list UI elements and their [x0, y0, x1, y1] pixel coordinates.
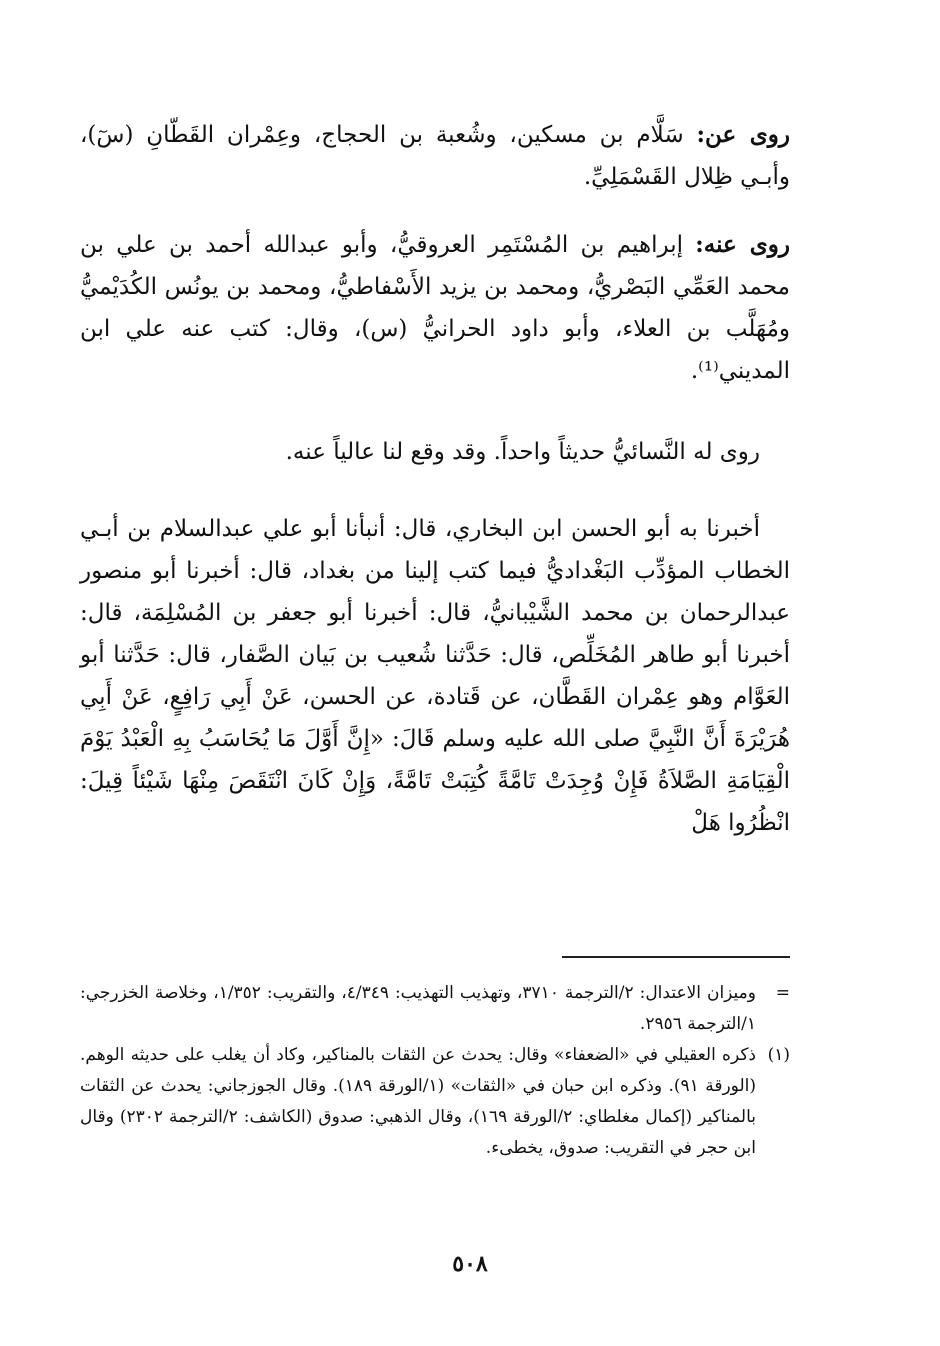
hadith-paragraph: أخبرنا به أبو الحسن ابن البخاري، قال: أنبأنا أبو علي عبدالسلام بن أبـي الخطاب المؤدِّب البَغْداديُّ فيما كتب إلينا من بغداد، قال: أخبرنا أبو منصور عبدالرحمان بن محمد الشَّيْبانيُّ، قال: أخبرنا أبو جعفر بن المُسْلِمَة، قال: أخبرنا أبو طاهر المُخَلِّص، قال: حَدَّثنا شُعيب بن بَيان الصَّفار، قال: حَدَّثنا أبو العَوَّام وهو عِمْران القَطَّان، عن قَتادة، عن الحسن، عَنْ أَبِي رَافِعٍ، عَنْ أَبِي هُرَيْرَةَ أَنَّ النَّبِيَّ صلى الله عليه وسلم قَالَ: «إِنَّ أَوَّلَ مَا يُحَاسَبُ بِهِ الْعَبْدُ يَوْمَ الْقِيَامَةِ الصَّلاَةُ فَإِنْ وُجِدَتْ تَامَّةً كُتِبَتْ تَامَّةً، وَإِنْ كَانَ انْتَقَصَ مِنْهَا شَيْئاً قِيلَ: انْظُرُوا هَلْ — [80, 516, 790, 836]
narrated-from-heading: روى عن: — [696, 121, 790, 148]
footnote-separator — [562, 956, 790, 958]
footnote-1-text: ذكره العقيلي في «الضعفاء» وقال: يحدث عن الثقات بالمناكير، وكاد أن يغلب على حديثه الوهم. (الورقة ٩١). وذكره ابن حبان في «الثقات» (١/الورقة ١٨٩). وقال الجوزجاني: يحدث عن الثقات بالمناكير (إكمال مغلطاي: ٢/الورقة ١٦٩)، وقال الذهبي: صدوق (الكاشف: ٢/الترجمة ٢٣٠٢) وقال ابن حجر في التقريب: صدوق، يخطىء. — [80, 1045, 757, 1158]
footnote-continuation — [80, 978, 790, 1040]
narrated-by-heading: روى عنه: — [695, 231, 790, 258]
narrated-by-text: إبراهيم بن المُسْتَمِر العروقيُّ، وأبو عبدالله أحمد بن علي بن محمد العَمِّي البَصْريُّ، ومحمد بن يزيد الأَسْفاطيُّ، ومحمد بن يونُس الكُدَيْميُّ ومُهَلَّب بن العلاء، وأبو داود الحرانيُّ (س)، وقال: كتب عنه علي ابن المديني⁽¹⁾. — [80, 232, 790, 384]
narrator-from-block — [80, 114, 790, 198]
footnote-1 — [80, 1040, 790, 1164]
nasai-note-paragraph: روى له النَّسائيُّ حديثاً واحداً. وقد وقع لنا عالياً عنه. — [285, 439, 760, 465]
footnote-1-marker: (١) — [767, 1045, 790, 1065]
hadith-block — [80, 508, 790, 844]
narrated-from-paragraph — [80, 114, 790, 198]
continuation-marker: = — [775, 983, 790, 1003]
continuation-text: وميزان الاعتدال: ٢/الترجمة ٣٧١٠، وتهذيب التهذيب: ٤/٣٤٩، والتقريب: ١/٣٥٢، وخلاصة الخزرجي: ١/الترجمة ٢٩٥٦. — [80, 983, 756, 1034]
footnotes — [80, 978, 790, 1164]
page-number: ٥٠٨ — [452, 1251, 488, 1277]
nasai-note-block — [80, 431, 790, 473]
narrated-from-text: سَلَّام بن مسكين، وشُعبة بن الحجاج، وعِمْران القَطّانِ (سٓ)، وأبـي ظِلال القَسْمَلِيِّ. — [80, 122, 790, 190]
narrated-by-block — [80, 224, 790, 392]
narrated-by-paragraph — [80, 224, 790, 392]
